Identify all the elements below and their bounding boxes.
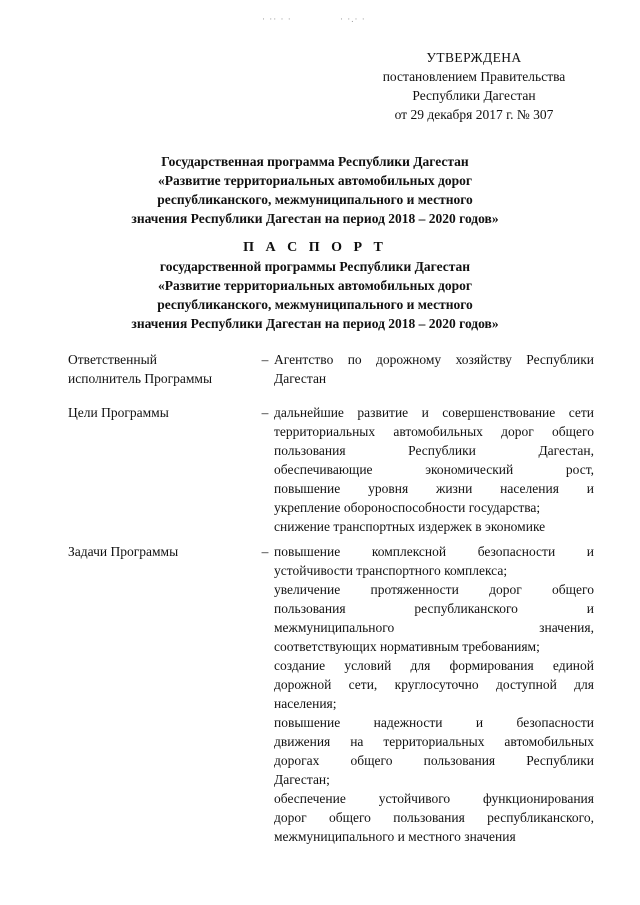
row-label bbox=[68, 542, 253, 561]
row-label-line: Цели Программы bbox=[68, 405, 169, 420]
program-title-line: Государственная программа Республики Дагестан bbox=[161, 154, 469, 169]
row-value-line: Дагестан; bbox=[274, 772, 330, 787]
row-value-line: Дагестан bbox=[274, 371, 327, 386]
row-label-line: Задачи Программы bbox=[68, 544, 179, 559]
row-label-line: исполнитель Программы bbox=[68, 371, 213, 386]
row-dash: – bbox=[261, 352, 269, 367]
approval-date: от 29 декабря 2017 г. № 307 bbox=[394, 107, 554, 122]
program-title-line: значения Республики Дагестан на период 2018 – 2020 годов» bbox=[131, 211, 499, 226]
row-value-line: соответствующих нормативным требованиям; bbox=[274, 639, 540, 654]
row-value-line: населения; bbox=[274, 696, 337, 711]
row-value-line: дорожной сети, круглосуточно доступной для bbox=[274, 677, 594, 692]
row-value-line: устойчивости транспортного комплекса; bbox=[274, 563, 508, 578]
row-value-line: пользования республиканского и bbox=[274, 601, 594, 616]
passport-title-line: значения Республики Дагестан на период 2018 – 2020 годов» bbox=[131, 316, 499, 331]
passport-title-line: «Развитие территориальных автомобильных дорог bbox=[157, 278, 473, 293]
row-value-line: повышение комплексной безопасности и bbox=[274, 544, 594, 559]
row-label bbox=[68, 403, 253, 422]
program-title bbox=[80, 152, 550, 228]
approval-line: постановлением Правительства bbox=[382, 69, 566, 84]
row-dash: – bbox=[261, 405, 269, 420]
row-value bbox=[274, 403, 594, 536]
row-value bbox=[274, 350, 594, 388]
row-value-line: повышение уровня жизни населения и bbox=[274, 481, 594, 496]
row-value-line: территориальных автомобильных дорог общего bbox=[274, 424, 594, 439]
row-value-line: пользования Республики Дагестан, bbox=[274, 443, 594, 458]
passport-heading: П А С П О Р Т bbox=[243, 240, 387, 255]
row-dash: – bbox=[261, 544, 269, 559]
passport-title-line: республиканского, межмуниципального и местного bbox=[157, 297, 473, 312]
row-value-line: Агентство по дорожному хозяйству Республики bbox=[274, 352, 594, 367]
program-title-line: «Развитие территориальных автомобильных дорог bbox=[157, 173, 473, 188]
row-value-line: дальнейшие развитие и совершенствование сети bbox=[274, 405, 594, 420]
row-value-line: межмуниципального значения, bbox=[274, 620, 594, 635]
row-value-line: обеспечение устойчивого функционирования bbox=[274, 791, 594, 806]
scan-artifact: · ·· · · bbox=[262, 14, 292, 24]
approval-heading: УТВЕРЖДЕНА bbox=[426, 50, 522, 65]
passport-title bbox=[80, 238, 550, 333]
row-value-line: повышение надежности и безопасности bbox=[274, 715, 594, 730]
row-label-line: Ответственный bbox=[68, 352, 157, 367]
passport-title-line: государственной программы Республики Дагестан bbox=[159, 259, 471, 274]
row-value-line: укрепление обороноспособности государства; bbox=[274, 500, 541, 515]
row-value-line: движения на территориальных автомобильных bbox=[274, 734, 594, 749]
row-value-line: дорогах общего пользования Республики bbox=[274, 753, 594, 768]
program-title-line: республиканского, межмуниципального и местного bbox=[157, 192, 473, 207]
row-value bbox=[274, 542, 594, 846]
approval-stamp bbox=[366, 48, 582, 124]
row-label bbox=[68, 350, 253, 388]
row-value-line: межмуниципального и местного значения bbox=[274, 829, 516, 844]
row-value-line: снижение транспортных издержек в экономике bbox=[274, 519, 546, 534]
scan-artifact: · ·.· · bbox=[340, 14, 366, 24]
approval-line: Республики Дагестан bbox=[412, 88, 536, 103]
row-value-line: увеличение протяженности дорог общего bbox=[274, 582, 594, 597]
row-value-line: создание условий для формирования единой bbox=[274, 658, 594, 673]
row-value-line: дорог общего пользования республиканского, bbox=[274, 810, 594, 825]
row-value-line: обеспечивающие экономический рост, bbox=[274, 462, 594, 477]
